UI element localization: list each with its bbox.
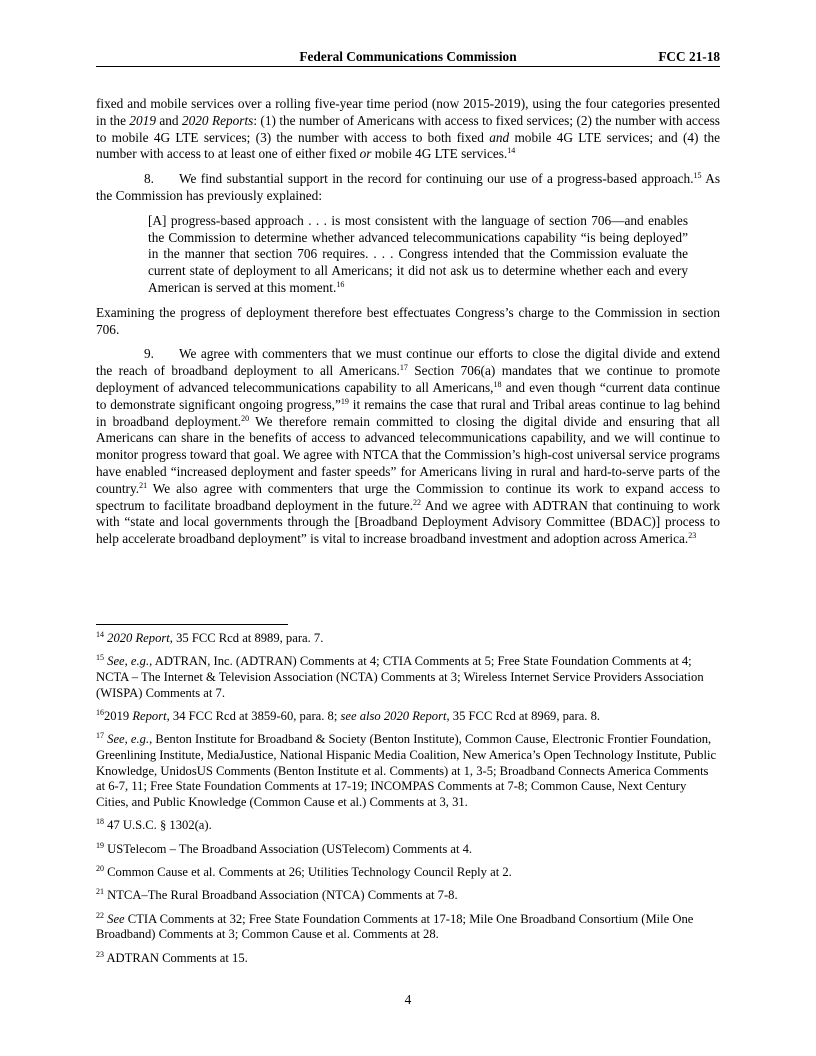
paragraph-number: 8. (144, 171, 154, 187)
footnote-ref[interactable]: 14 (507, 146, 516, 156)
footnote-20: $^{20}$ Common Cause et al. Comments at 26; Utilities Technology Council Reply at 2. (96, 864, 512, 879)
paragraph-number: 9. (144, 346, 154, 362)
footnote-ref[interactable]: 15 (693, 171, 702, 181)
footnote-14: $^{14}$ 2020 Report, 35 FCC Rcd at 8989, para. 7. (96, 630, 324, 645)
paragraph-continued: fixed and mobile services over a rolling five-year time period (now 2015-2019), using the four categories presented in the 2019 and 2020 Reports: (1) the number of Americans with access to fixed services; (2) the number with access to mobile 4G LTE services; (3) the number with access to both fixed and mobile 4G LTE services; and (4) the number with access to at least one of either fixed or mobile 4G LTE services.$^{14}$ (96, 96, 720, 162)
document-number: FCC 21-18 (658, 49, 720, 64)
running-header (96, 49, 720, 67)
footnote-ref[interactable]: 22 (413, 497, 422, 507)
footnote-23: $^{23}$ ADTRAN Comments at 15. (96, 949, 248, 965)
agency-name: Federal Communications Commission (299, 49, 517, 64)
footnote-21: $^{21}$ NTCA–The Rural Broadband Association (NTCA) Comments at 7-8. (96, 887, 458, 903)
footnote-18: $^{18}$ 47 U.S.C. § 1302(a). (96, 817, 212, 833)
footnote-ref[interactable]: 19 (340, 396, 349, 406)
page-number: 4 (404, 992, 412, 1007)
footnote-ref[interactable]: 20 (241, 413, 250, 423)
footnote-16: $^{16}$2019 Report, 34 FCC Rcd at 3859-60, para. 8; see also 2020 Report, 35 FCC Rcd at 8969, para. 8. (96, 708, 601, 723)
footnote-ref[interactable]: 17 (399, 363, 408, 373)
footnote-ref[interactable]: 16 (336, 279, 345, 289)
footnote-ref[interactable]: 18 (493, 379, 502, 389)
footnote-separator (96, 624, 288, 625)
footnote-19: $^{19}$ USTelecom – The Broadband Association (USTelecom) Comments at 4. (96, 840, 473, 856)
main-text (96, 96, 720, 556)
paragraph-8: 8. We find substantial support in the record for continuing our use of a progress-based approach.$^{15}$ As the Commission has previously explained: (96, 171, 720, 203)
footnote-17: $^{17}$ See, e.g., Benton Institute for Broadband & Society (Benton Institute), Common Cause, Electronic Frontier Foundation, Greenlining Institute, MediaJustice, National Hispanic Media Coalition, New America’s Open Technology Institute, Public Knowledge, UnidosUS Comments (Benton Institute et al. Comments) at 1, 3-5; Broadband Connects America Comments at 6-7, 11; Free State Foundation Comments at 17-19; INCOMPAS Comments at 7-8; Common Cause, Next Century Cities, and Public Knowledge (Common Cause et al.) Comments at 3, 31. (96, 731, 717, 810)
footnote-ref[interactable]: 21 (139, 480, 148, 490)
footnote-22: $^{22}$ See CTIA Comments at 32; Free State Foundation Comments at 17-18; Mile One Broadband Consortium (Mile One Broadband) Comments at 3; Common Cause et al. Comments at 28. (96, 910, 694, 942)
footnote-15: $^{15}$ See, e.g., ADTRAN, Inc. (ADTRAN) Comments at 4; CTIA Comments at 5; Free State Foundation Comments at 4; NCTA – The Internet & Television Association (NCTA) Comments at 3; Wireless Internet Service Providers Association (WISPA) Comments at 7. (96, 653, 704, 700)
footnote-ref[interactable]: 23 (688, 531, 697, 541)
footnotes (96, 616, 720, 974)
paragraph-examining: Examining the progress of deployment therefore best effectuates Congress’s charge to the Commission in section 706. (96, 304, 720, 337)
paragraph-9: 9. We agree with commenters that we must continue our efforts to close the digital divide and extend the reach of broadband deployment to all Americans.$^{17}$ Section 706(a) mandates that we continue to promote deployment of advanced telecommunications capability to all Americans,$^{18}$ and even though “current data continue to demonstrate significant ongoing progress,”$^{19}$ it remains the case that rural and Tribal areas continue to lag behind in broadband deployment.$^{20}$ We therefore remain committed to closing the digital divide and ensuring that all Americans can share in the benefits of access to advanced telecommunications capability, and we will continue to monitor progress toward that goal. We agree with NTCA that the Commission’s high-cost universal service programs have enabled “increased deployment and faster speeds” for Americans living in rural and hard-to-serve parts of the country.$^{21}$ We also agree with commenters that urge the Commission to continue its work to expand access to spectrum to facilitate broadband deployment in the future.$^{22}$ And we agree with ADTRAN that continuing to work with “state and local governments through the [Broadband Deployment Advisory Committee (BDAC)] process to help accelerate broadband deployment” is vital to increase broadband investment and adoption across America.$^{23}$ (96, 346, 721, 547)
block-quote: [A] progress-based approach . . . is most consistent with the language of section 706—and enables the Commission to determine whether advanced telecommunications capability “is being deployed” in the manner that section 706 requires. . . . Congress intended that the Commission evaluate the current state of deployment to all Americans; it did not ask us to determine whether each and every American is served at this moment.$^{16}$ (148, 212, 688, 295)
